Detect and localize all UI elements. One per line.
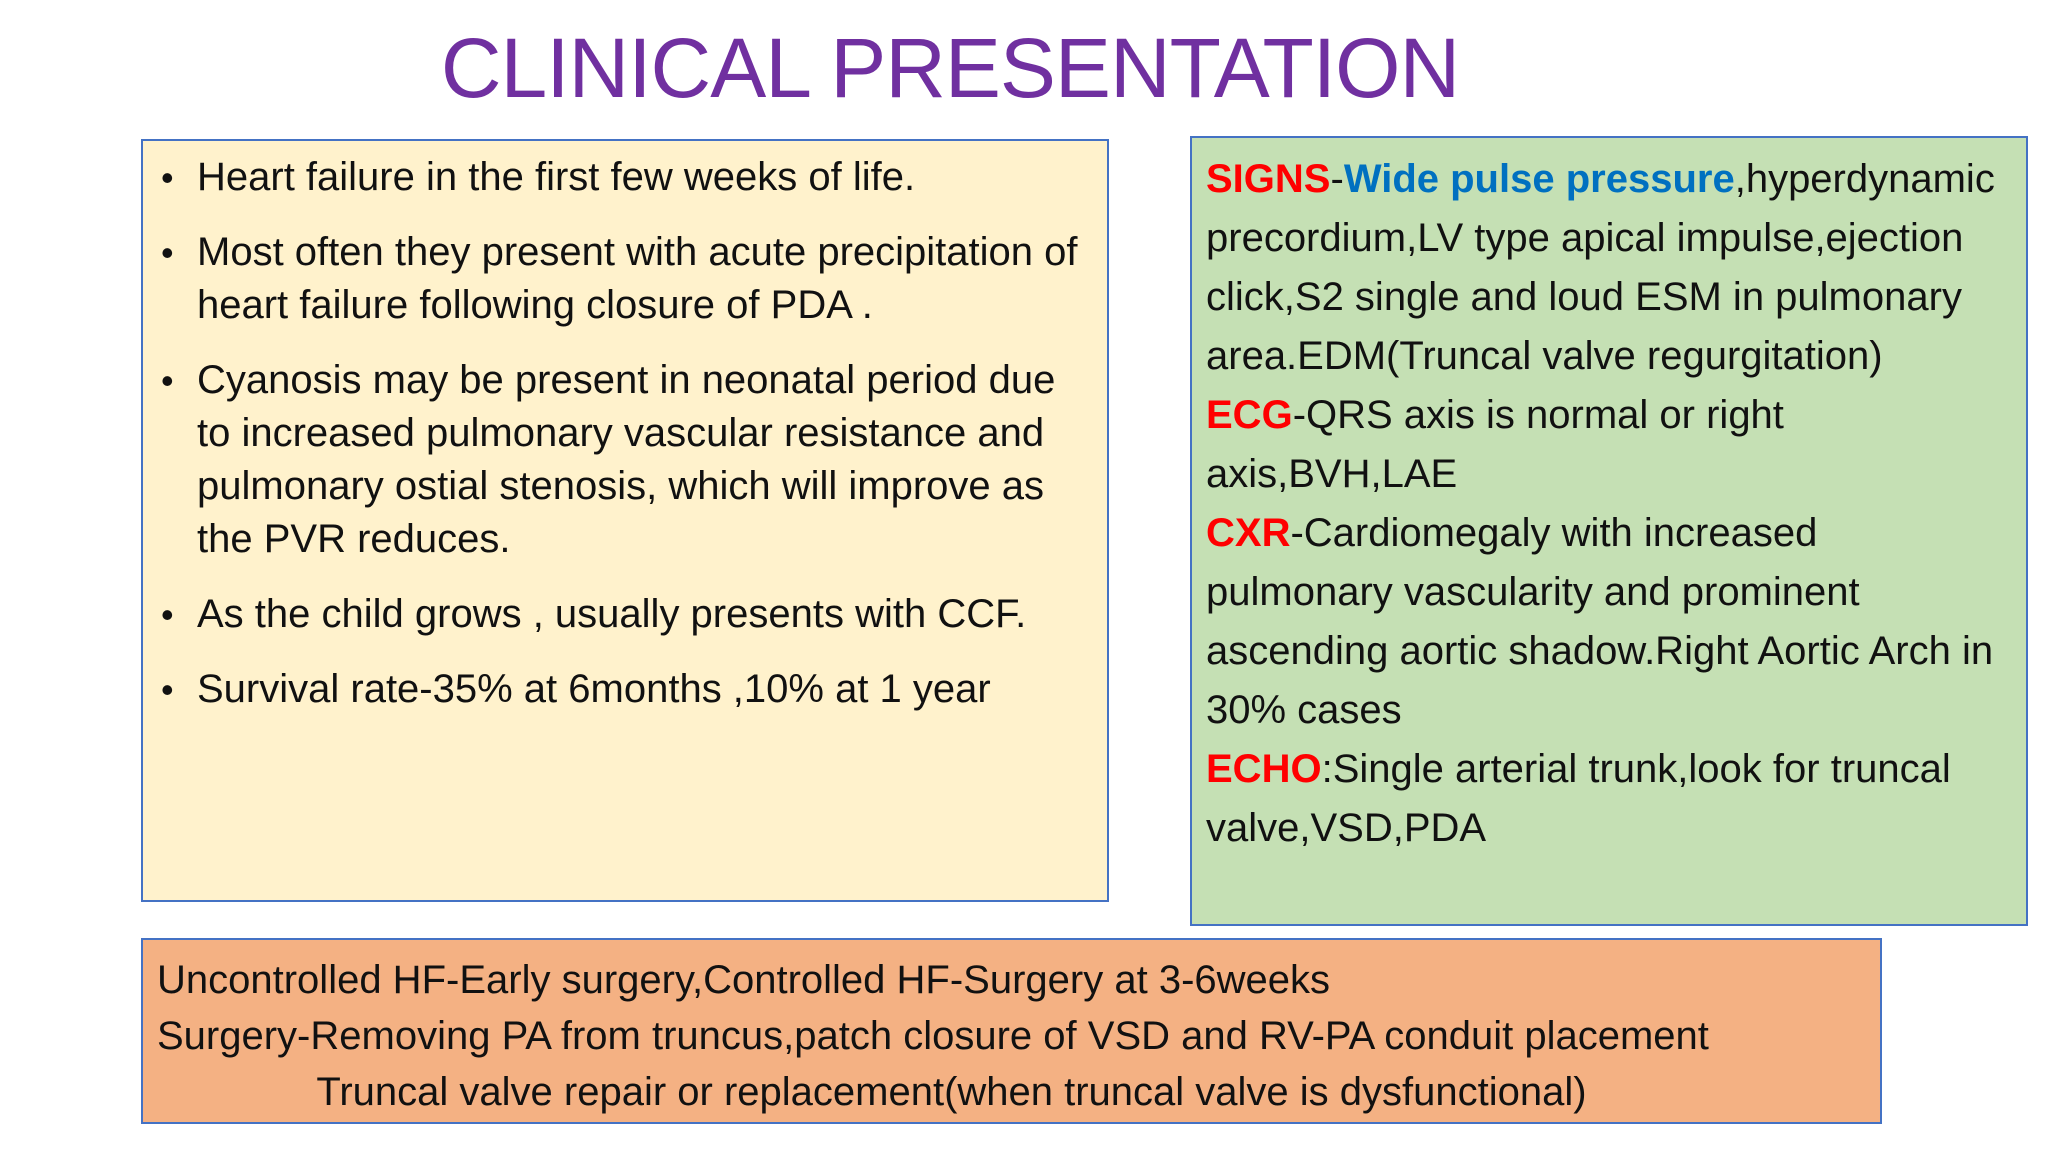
clinical-features-box [141,139,1109,902]
bullet-text: Heart failure in the first few weeks of life. [197,155,916,199]
signs-separator: - [1330,157,1344,201]
investigations-text [1206,150,2012,858]
management-text [157,952,1866,1120]
bullet-text: Cyanosis may be present in neonatal period due to increased pulmonary vascular resistance and pulmonary ostial stenosis, which will improve as the PVR reduces. [197,358,1056,561]
echo-label: ECHO [1206,747,1322,791]
bullet-icon: • [161,157,174,198]
bullet-icon: • [161,594,174,635]
bullet-icon: • [161,669,174,710]
list-item [157,354,1093,566]
cxr-paragraph [1206,504,2012,740]
signs-paragraph [1206,150,2012,386]
ecg-paragraph [1206,386,2012,504]
signs-highlight: Wide pulse pressure [1343,157,1735,201]
list-item [157,151,1093,204]
management-line: Truncal valve repair or replacement(when truncal valve is dysfunctional) [316,1070,1587,1114]
slide-title: CLINICAL PRESENTATION [440,21,1460,115]
cxr-label: CXR [1206,511,1291,555]
bullet-icon: • [161,360,174,401]
investigations-box [1190,136,2028,926]
ecg-text: -QRS axis is normal or right axis,BVH,LAE [1206,393,1784,496]
management-box [141,938,1882,1124]
cxr-text: -Cardiomegaly with increased pulmonary vascularity and prominent ascending aortic shadow.Right Aortic Arch in 30% cases [1206,511,1994,732]
management-line: Surgery-Removing PA from truncus,patch closure of VSD and RV-PA conduit placement [157,1014,1709,1058]
list-item [157,226,1093,332]
bullet-text: As the child grows , usually presents with CCF. [197,592,1027,636]
list-item [157,588,1093,641]
bullet-text: Most often they present with acute precipitation of heart failure following closure of PDA . [197,230,1078,327]
clinical-features-list [157,151,1093,716]
ecg-label: ECG [1206,393,1293,437]
signs-text: ,hyperdynamic precordium,LV type apical impulse,ejection click,S2 single and loud ESM in pulmonary area.EDM(Truncal valve regurgitation) [1206,157,1995,378]
echo-text: :Single arterial trunk,look for truncal valve,VSD,PDA [1206,747,1951,850]
list-item [157,663,1093,716]
bullet-text: Survival rate-35% at 6months ,10% at 1 year [197,667,991,711]
echo-paragraph [1206,740,2012,858]
management-line: Uncontrolled HF-Early surgery,Controlled HF-Surgery at 3-6weeks [157,958,1331,1002]
bullet-icon: • [161,232,174,273]
signs-label: SIGNS [1206,157,1331,201]
